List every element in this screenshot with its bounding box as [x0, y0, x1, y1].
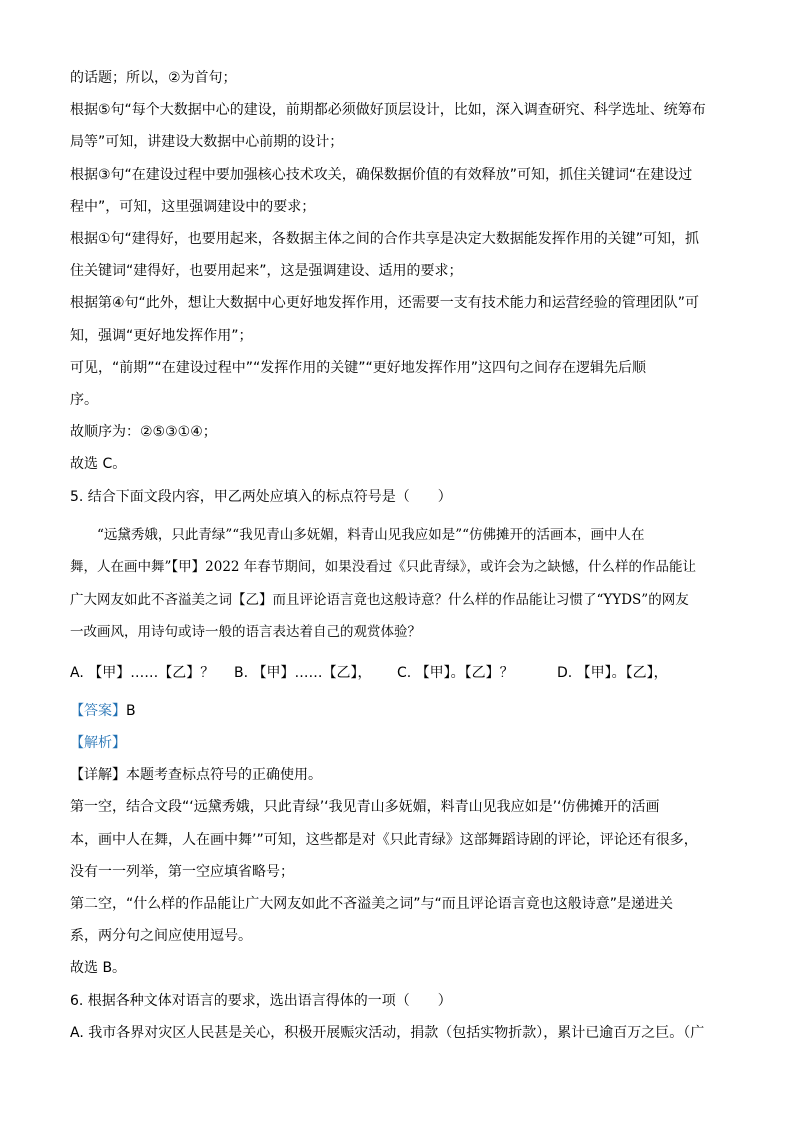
- analysis-line: 故顺序为：②⑤③①④；: [70, 424, 217, 441]
- passage-line: 广大网友如此不吝溢美之词【乙】而且评论语言竟也这般诗意？什么样的作品能让习惯了“YYDS”的网友: [70, 591, 689, 608]
- analysis-block-top: [70, 62, 724, 481]
- passage-line: 一改画风，用诗句或诗一般的语言表达着自己的观赏体验？: [70, 624, 421, 641]
- analysis-line: 根据①句“建得好，也要用起来，各数据主体之间的合作共享是决定大数据能发挥作用的关键”可知，抓: [70, 231, 700, 248]
- analysis-line: 程中”，可知，这里强调建设中的要求；: [70, 198, 316, 215]
- answer-value: B: [126, 702, 136, 719]
- question-5: [70, 481, 724, 985]
- explanation-line: 本，画中人在舞，人在画中舞’”可知，这些都是对《只此青绿》这部舞蹈诗剧的评论，评论还有很多，: [70, 831, 698, 848]
- analysis-line: 根据③句“在建设过程中要加强核心技术攻关，确保数据价值的有效释放”可知，抓住关键词“在建设过: [70, 166, 693, 183]
- analysis-line: 知，强调“更好地发挥作用”；: [70, 327, 253, 344]
- document-page: [70, 62, 724, 1049]
- answer-tag: 【答案】: [70, 702, 126, 719]
- explanation-line: 第一空，结合文段“‘远黛秀娥，只此青绿’‘我见青山多妩媚，料青山见我应如是’‘仿佛摊开的活画: [70, 799, 660, 816]
- option-a[interactable]: A. 我市各界对灾区人民甚是关心，积极开展赈灾活动，捐款（包括实物折款），累计已逾百万之巨。（广: [70, 1024, 705, 1041]
- explanation-line: 系，两分句之间应使用逗号。: [70, 928, 252, 945]
- question-6: [70, 985, 724, 1049]
- option-d[interactable]: D. 【甲】。【乙】，: [557, 664, 668, 681]
- option-a[interactable]: A. 【甲】……【乙】？: [70, 664, 215, 681]
- analysis-line: 序。: [70, 392, 98, 409]
- analysis-line: 故选 C。: [70, 456, 127, 473]
- question-stem: 6. 根据各种文体对语言的要求，选出语言得体的一项（ ）: [70, 992, 452, 1009]
- explanation-line: 故选 B。: [70, 960, 127, 977]
- analysis-line: 的话题；所以，②为首句；: [70, 70, 237, 86]
- analysis-line: 根据第④句“此外，想让大数据中心更好地发挥作用，还需要一支有技术能力和运营经验的管理团队”可: [70, 295, 700, 312]
- analysis-line: 住关键词“建得好，也要用起来”，这是强调建设、适用的要求；: [70, 263, 463, 280]
- answer-options: [70, 653, 724, 693]
- analysis-line: 局等”可知，讲建设大数据中心前期的设计；: [70, 134, 344, 151]
- detail-tag: 【详解】: [70, 767, 126, 784]
- detail-line: [70, 759, 724, 791]
- passage-line: “远黛秀娥，只此青绿”“我见青山多妩媚，料青山见我应如是”“仿佛摊开的活画本，画中人在: [97, 526, 645, 543]
- option-b[interactable]: B. 【甲】……【乙】，: [234, 664, 372, 681]
- answer-line: [70, 695, 724, 727]
- option-c[interactable]: C. 【甲】。【乙】？: [397, 664, 514, 681]
- explanation-line: 没有一一列举，第一空应填省略号；: [70, 863, 294, 880]
- detail-text: 本题考查标点符号的正确使用。: [126, 767, 322, 784]
- analysis-line: 可见，“前期”“在建设过程中”“发挥作用的关键”“更好地发挥作用”这四句之间存在逻辑先后顺: [70, 359, 647, 376]
- analysis-line: 根据⑤句“每个大数据中心的建设，前期都必须做好顶层设计，比如，深入调查研究、科学选址、统筹布: [70, 102, 706, 119]
- passage-line: 舞，人在画中舞”【甲】2022 年春节期间，如果没看过《只此青绿》，或许会为之缺憾，什么样的作品能让: [70, 559, 697, 576]
- analysis-heading: [70, 727, 724, 759]
- reading-passage: [70, 519, 724, 649]
- question-stem: 5. 结合下面文段内容，甲乙两处应填入的标点符号是（ ）: [70, 488, 452, 505]
- analysis-tag: 【解析】: [70, 735, 126, 752]
- explanation-line: 第二空，“什么样的作品能让广大网友如此不吝溢美之词”与“而且评论语言竟也这般诗意”是递进关: [70, 896, 674, 913]
